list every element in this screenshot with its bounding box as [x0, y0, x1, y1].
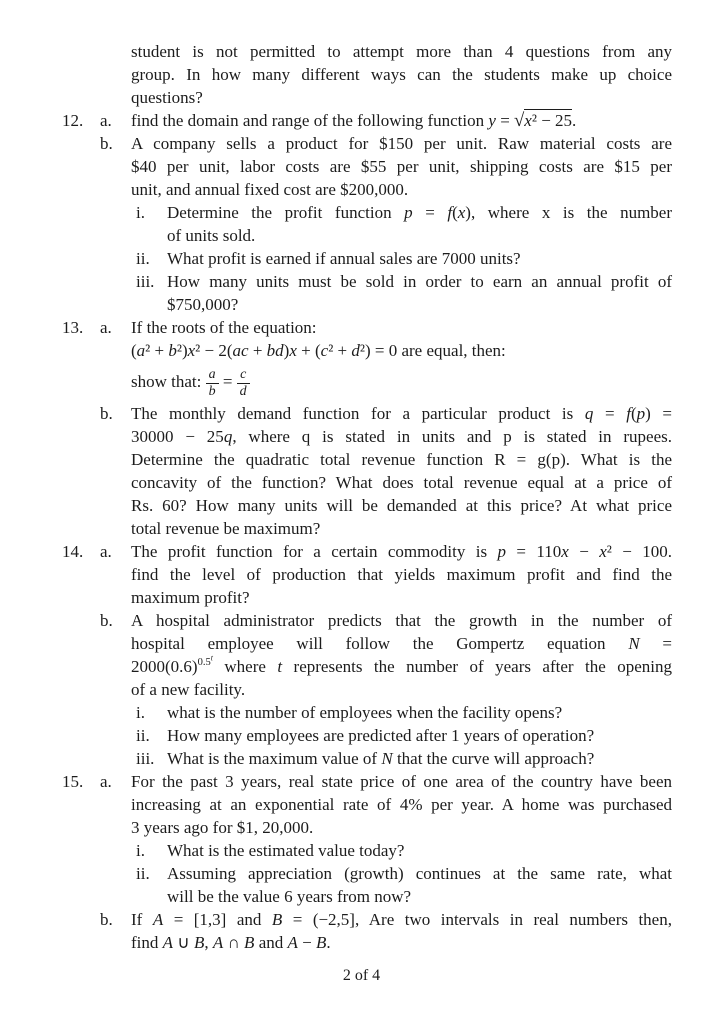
page-footer — [0, 966, 723, 986]
text-line: 30000 − 25q, where q is stated in units and p is stated in rupees. — [131, 427, 673, 446]
item-letter: b. — [100, 134, 113, 153]
item-letter: a. — [100, 542, 112, 561]
text-line: what is the number of employees when the facility opens? — [167, 703, 563, 722]
text-line: If the roots of the equation: — [131, 318, 317, 337]
question-item — [62, 201, 672, 247]
document-body — [62, 40, 672, 954]
text-line: $40 per unit, labor costs are $55 per unit, shipping costs are $15 per — [131, 157, 672, 176]
text-line: A company sells a product for $150 per unit. Raw material costs are — [131, 134, 672, 153]
text-line: increasing at an exponential rate of 4% per year. A home was purchased — [131, 795, 672, 814]
item-roman: i. — [136, 203, 145, 222]
text-line: For the past 3 years, real state price of one area of the country have been — [131, 772, 672, 791]
text-line: 3 years ago for $1, 20,000. — [131, 818, 314, 837]
item-roman: i. — [136, 841, 145, 860]
item-letter: a. — [100, 318, 112, 337]
text-line: $2000(0.6)^{0.5^t}$ where t represents the number of years after the opening — [131, 653, 672, 676]
text-line: $750,000? — [167, 295, 239, 314]
text-line: What is the estimated value today? — [167, 841, 405, 860]
text-line: show that: $\frac{a}{b}$ = $\frac{c}{d}$ — [131, 362, 672, 402]
question-item — [62, 908, 672, 954]
item-roman: ii. — [136, 726, 150, 745]
text-line: hospital employee will follow the Gompertz equation N = — [131, 634, 672, 653]
text-line: concavity of the function? What does total revenue equal at a price of — [131, 473, 672, 492]
question-item — [62, 316, 672, 402]
text-line: What profit is earned if annual sales are 7000 units? — [167, 249, 521, 268]
question-number: 13. — [62, 318, 84, 337]
text-line: Rs. 60? How many units will be demanded at this price? At what price — [131, 496, 672, 515]
text-line: of a new facility. — [131, 680, 246, 699]
text-line: Determine the quadratic total revenue function R = g(p). What is the — [131, 450, 672, 469]
text-line: questions? — [131, 88, 203, 107]
question-number: 14. — [62, 542, 84, 561]
text-line: A hospital administrator predicts that the growth in the number of — [131, 611, 672, 630]
item-letter: a. — [100, 111, 112, 130]
text-line: student is not permitted to attempt more than 4 questions from any — [131, 42, 672, 61]
item-letter: b. — [100, 611, 113, 630]
item-letter: a. — [100, 772, 112, 791]
text-line: unit, and annual fixed cost are $200,000. — [131, 180, 409, 199]
text-line: How many employees are predicted after 1 years of operation? — [167, 726, 595, 745]
text-line: find the level of production that yields maximum profit and find the — [131, 565, 672, 584]
item-roman: ii. — [136, 864, 150, 883]
text-line: of units sold. — [167, 226, 256, 245]
text-line: find A ∪ B, A ∩ B and A − B. — [131, 933, 331, 952]
question-item — [62, 247, 672, 270]
item-letter: b. — [100, 404, 113, 423]
question-number: 15. — [62, 772, 84, 791]
question-item — [62, 724, 672, 747]
item-roman: ii. — [136, 249, 150, 268]
text-line: find the domain and range of the following function y = √x² − 25. — [131, 110, 577, 131]
item-roman: iii. — [136, 272, 155, 291]
question-item — [62, 109, 672, 132]
question-item — [62, 609, 672, 701]
text-line: Assuming appreciation (growth) continues at the same rate, what — [167, 864, 672, 883]
page-number: 2 of 4 — [342, 967, 381, 984]
text-line: The profit function for a certain commodity is p = 110x − x² − 100. — [131, 542, 672, 561]
question-item — [62, 270, 672, 316]
text-line: If A = [1,3] and B = (−2,5], Are two intervals in real numbers then, — [131, 910, 672, 929]
text-line: group. In how many different ways can the students make up choice — [131, 65, 672, 84]
text-line: total revenue be maximum? — [131, 519, 321, 538]
question-item — [62, 770, 672, 839]
item-roman: iii. — [136, 749, 155, 768]
item-letter: b. — [100, 910, 113, 929]
question-item — [62, 402, 672, 540]
question-item — [62, 132, 672, 201]
question-item — [62, 540, 672, 609]
text-line: maximum profit? — [131, 588, 250, 607]
question-item — [62, 839, 672, 862]
text-line: will be the value 6 years from now? — [167, 887, 412, 906]
question-item — [62, 747, 672, 770]
text-line: (a² + b²)x² − 2(ac + bd)x + (c² + d²) = 0 are equal, then: — [131, 341, 506, 360]
question-item — [62, 862, 672, 908]
question-number: 12. — [62, 111, 84, 130]
question-item — [62, 701, 672, 724]
text-line: How many units must be sold in order to earn an annual profit of — [167, 272, 672, 291]
paragraph — [62, 40, 672, 109]
text-line: The monthly demand function for a particular product is q = f(p) = — [131, 404, 672, 423]
text-line: What is the maximum value of N that the curve will approach? — [167, 749, 595, 768]
item-roman: i. — [136, 703, 145, 722]
text-line: Determine the profit function p = f(x), where x is the number — [167, 203, 672, 222]
